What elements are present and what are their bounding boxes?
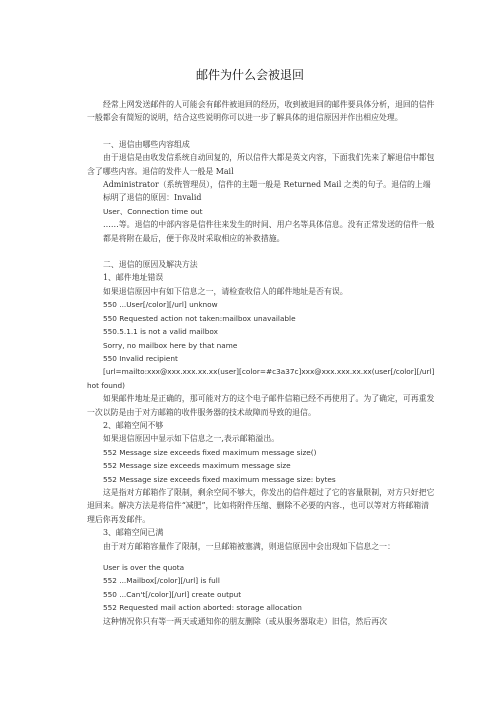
error-code-line: 552 ...Mailbox[/color][/url] is full xyxy=(103,576,220,586)
error-code-line: Sorry, no mailbox here by that name xyxy=(103,340,238,350)
error-code-line: 552 Requested mail action aborted: storage allocation xyxy=(103,603,302,613)
document-body xyxy=(87,98,435,628)
intro-paragraph: 经常上网发送邮件的人可能会有邮件被退回的经历，收到被退回的邮件要具体分析，退回的信件一般都会有简短的说明，结合这些说明你可以进一步了解具体的退信原因并作出相应处理。 xyxy=(87,100,435,123)
page-title: 邮件为什么会被退回 xyxy=(195,68,304,82)
cause-2-note: 这是指对方邮箱作了限制，剩余空间不够大，你发出的信件超过了它的容量限制，对方只好把它退回来。解决方法是将信件“减肥”，比如将附件压缩、删除不必要的内容.，也可以等对方将邮箱清理后你再发邮件。 xyxy=(87,487,435,524)
error-code-line: 550 ...User[/color][/url] unknow xyxy=(103,300,218,310)
section-1-heading: 一、退信由哪些内容组成 xyxy=(103,139,190,149)
cause-2-heading: 2、邮箱空间不够 xyxy=(103,420,164,430)
error-url-line: [url=mailto:xxx@xxx.xxx.xx.xx(user][color=#c3a37c]xxx@xxx.xxx.xx.xx(user[/color][/url]hot found) xyxy=(87,367,435,390)
section-1-paragraph-4: ……等。退信的中部内容是信件往来发生的时间、用户名等具体信息。没有正常发送的信件一般都是将附在最后，便于你及时采取相应的补救措施。 xyxy=(103,220,435,243)
cause-1-description: 如果退信原因中有如下信息之一，请检查收信人的邮件地址是否有误。 xyxy=(103,286,348,296)
cause-3-description: 由于对方邮箱容量作了限制，一旦邮箱被塞满，则退信原因中会出现如下信息之一： xyxy=(103,541,395,551)
cause-1-heading: 1、邮件地址错误 xyxy=(103,273,164,283)
error-code-line: 552 Message size exceeds fixed maximum message size() xyxy=(103,447,317,457)
error-code-line: 552 Message size exceeds fixed maximum message size: bytes xyxy=(103,474,336,484)
error-code-line: 552 Message size exceeds maximum message size xyxy=(103,461,291,471)
cause-3-note: 这种情况你只有等一两天或通知你的朋友删除（或从服务器取走）旧信，然后再次 xyxy=(103,616,388,626)
cause-2-description: 如果退信原因中显示如下信息之一,表示邮箱溢出。 xyxy=(103,434,280,444)
section-1-paragraph-1: 由于退信是由收发信系统自动回复的，所以信件大都是英文内容，下面我们先来了解退信中都包含了哪些内容。退信的发件人一般是 Mail xyxy=(87,153,435,176)
cause-3-heading: 3、邮箱空间已满 xyxy=(103,528,164,538)
section-1-paragraph-2: Administrator（系统管理员），信件的主题一般是 Returned Mail 之类的句子。退信的上端标明了退信的原因：Invalid xyxy=(103,180,431,203)
section-2-heading: 二、退信的原因及解决方法 xyxy=(103,260,198,270)
section-1-paragraph-3: User、Connection time out xyxy=(103,206,203,216)
error-code-line: 550 Requested action not taken:mailbox unavailable xyxy=(103,313,296,323)
error-code-line: 550 ...Can't[/color][/url] create output xyxy=(103,589,242,599)
error-code-line: 550.5.1.1 is not a valid mailbox xyxy=(103,327,218,337)
cause-1-note: 如果邮件地址是正确的，那可能对方的这个电子邮件信箱已经不再使用了。为了确定，可再重发一次以防是由于对方邮箱的收件服务器的技术故障而导致的退信。 xyxy=(87,394,435,417)
error-code-line: User is over the quota xyxy=(103,563,185,572)
error-code-line: 550 Invalid recipient xyxy=(103,353,178,363)
